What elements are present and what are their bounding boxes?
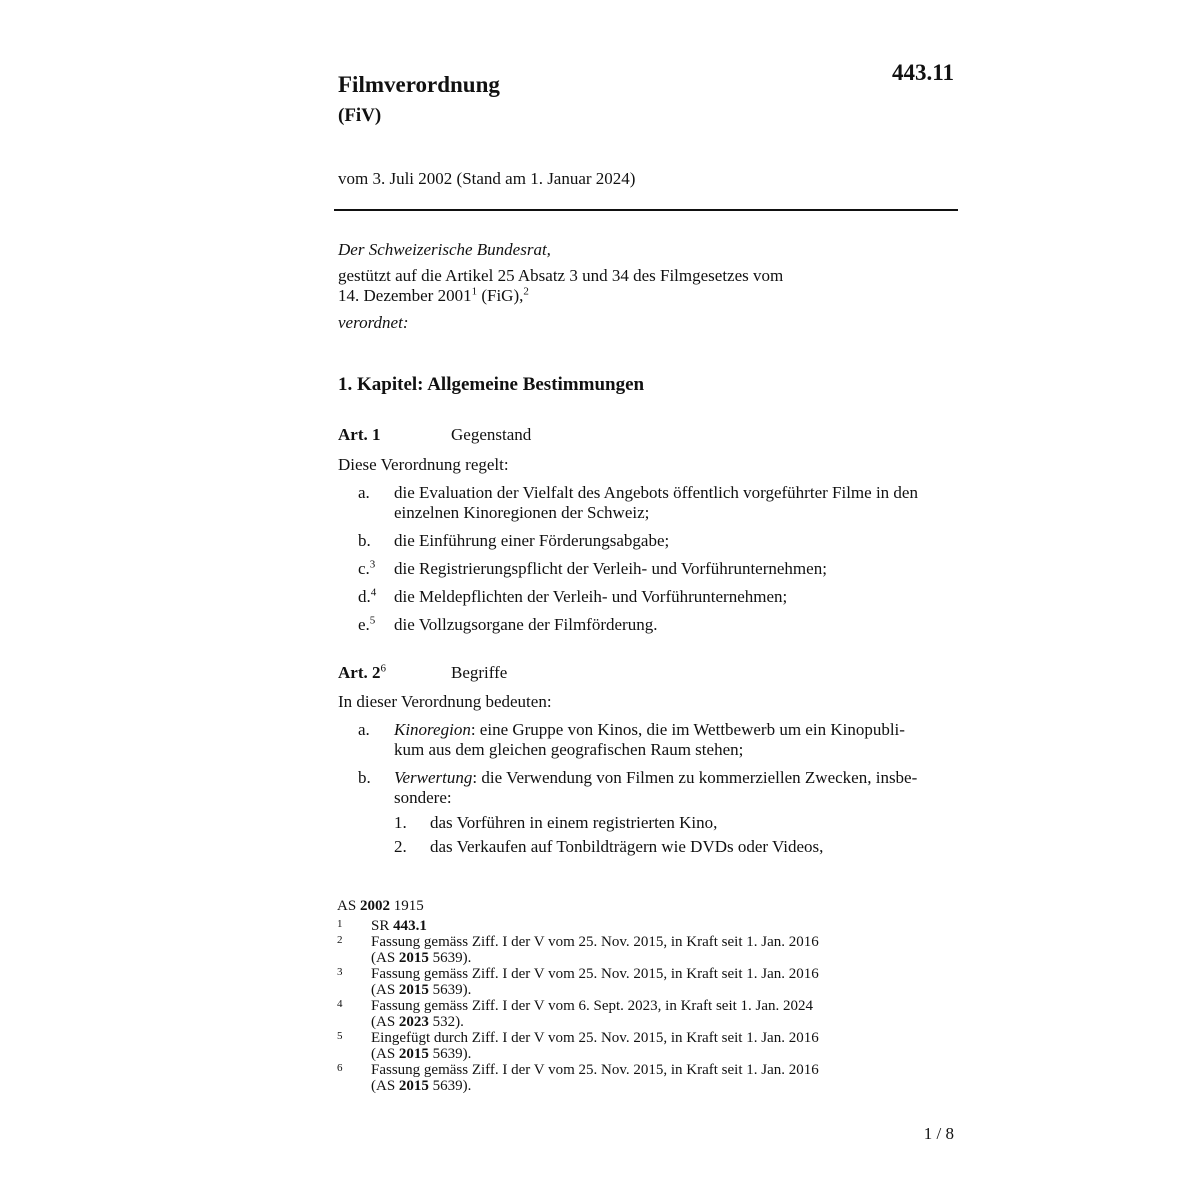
footnote (371, 918, 931, 934)
page-title: Filmverordnung (338, 72, 500, 97)
list-item-label (358, 559, 375, 579)
preamble-basis-line2 (338, 286, 529, 306)
list-item (394, 720, 956, 760)
as-page: 1915 (389, 898, 424, 914)
list-item-letter: c. (358, 559, 370, 578)
list-item: die Meldepflichten der Verleih- und Vorführunternehmen; (394, 587, 788, 606)
as-reference (337, 898, 424, 915)
list-item-line (394, 720, 956, 740)
list-item-label: b. (358, 768, 371, 787)
footnote-line: Fassung gemäss Ziff. I der V vom 6. Sept. 2023, in Kraft seit 1. Jan. 2024 (371, 998, 814, 1014)
list-item-label: b. (358, 531, 371, 550)
list-item: die Einführung einer Förderungsabgabe; (394, 531, 670, 550)
list-item-line (394, 768, 956, 788)
list-item (394, 483, 956, 523)
article-intro: In dieser Verordnung bedeuten: (338, 692, 552, 711)
footnote-text: SR (371, 918, 394, 934)
footnote-number: 2 (337, 934, 343, 946)
list-item-letter: e. (358, 615, 370, 634)
footnote-text: 5639). (428, 1078, 472, 1094)
footnote-text: 532). (428, 1014, 464, 1030)
footnote-number: 4 (337, 998, 343, 1010)
list-item-line: einzelnen Kinoregionen der Schweiz; (394, 503, 650, 522)
footnote-line: Fassung gemäss Ziff. I der V vom 25. Nov. 2015, in Kraft seit 1. Jan. 2016 (371, 966, 819, 982)
footnote-text: 5639). (428, 982, 472, 998)
footnote-line (371, 1046, 931, 1062)
footnote-number: 6 (337, 1062, 343, 1074)
list-item (394, 768, 956, 808)
footnote-number: 1 (337, 918, 343, 930)
footnote-ref-6[interactable]: 6 (380, 662, 386, 675)
footnote-line: Eingefügt durch Ziff. I der V vom 25. Nov. 2015, in Kraft seit 1. Jan. 2016 (371, 1030, 819, 1046)
defined-term: Verwertung (394, 768, 473, 787)
list-item-label: a. (358, 720, 370, 739)
article-number (338, 663, 386, 683)
footnote-bold: 443.1 (393, 918, 427, 934)
page-number: 1 / 8 (923, 1124, 954, 1143)
list-item: die Vollzugsorgane der Filmförderung. (394, 615, 658, 634)
article-intro: Diese Verordnung regelt: (338, 455, 509, 474)
list-item-label: a. (358, 483, 370, 502)
definition-text: : eine Gruppe von Kinos, die im Wettbewerb um ein Kinopubli- (470, 720, 905, 739)
footnote-ref-5[interactable]: 5 (369, 614, 376, 627)
footnote-text: (AS (371, 950, 399, 966)
preamble-basis-text: 14. Dezember 2001 (338, 286, 472, 305)
sub-item: das Vorführen in einem registrierten Kino, (430, 813, 718, 832)
article-number-text: Art. 2 (338, 663, 381, 682)
preamble-basis-abbr: (FiG), (477, 286, 524, 305)
footnote-ref-2[interactable]: 2 (523, 285, 529, 298)
sub-item: das Verkaufen auf Tonbildträgern wie DVDs oder Videos, (430, 837, 824, 856)
footnote-ref-3[interactable]: 3 (369, 558, 376, 571)
footnote (371, 1030, 931, 1062)
footnote-line (371, 1014, 931, 1030)
footnote-ref-1[interactable]: 1 (471, 285, 478, 298)
sr-number: 443.11 (892, 60, 954, 85)
footnote-bold: 2015 (398, 982, 429, 998)
footnote (371, 966, 931, 998)
footnote-text: (AS (371, 1014, 399, 1030)
chapter-heading: 1. Kapitel: Allgemeine Bestimmungen (338, 374, 645, 395)
article-title: Gegenstand (451, 425, 532, 444)
list-item-line: die Evaluation der Vielfalt des Angebots öffentlich vorgeführter Filme in den (394, 483, 918, 502)
list-item-label (358, 587, 376, 607)
list-item-label (358, 615, 375, 635)
date-line: vom 3. Juli 2002 (Stand am 1. Januar 2024) (338, 169, 636, 188)
footnote-line: Fassung gemäss Ziff. I der V vom 25. Nov. 2015, in Kraft seit 1. Jan. 2016 (371, 934, 819, 950)
footnote-text: (AS (371, 1078, 399, 1094)
header-rule (334, 209, 958, 211)
preamble-basis-line1: gestützt auf die Artikel 25 Absatz 3 und 34 des Filmgesetzes vom (338, 266, 784, 285)
title-abbreviation: (FiV) (338, 105, 382, 126)
preamble-authority: Der Schweizerische Bundesrat, (338, 240, 551, 259)
footnote-bold: 2015 (398, 950, 429, 966)
list-item-line: kum aus dem gleichen geografischen Raum stehen; (394, 740, 744, 759)
footnote-text: 5639). (428, 950, 472, 966)
footnote-bold: 2015 (398, 1078, 429, 1094)
footnote-number: 5 (337, 1030, 343, 1042)
sub-item-label: 1. (394, 813, 407, 832)
footnote-ref-4[interactable]: 4 (370, 586, 377, 599)
sub-item-label: 2. (394, 837, 407, 856)
footnote-text: (AS (371, 1046, 399, 1062)
list-item-letter: d. (358, 587, 371, 606)
definition-text: : die Verwendung von Filmen zu kommerziellen Zwecken, insbe- (472, 768, 918, 787)
footnote-line (371, 918, 931, 934)
footnote (371, 998, 931, 1030)
footnote-line (371, 982, 931, 998)
footnote-text: 5639). (428, 1046, 472, 1062)
as-prefix: AS (337, 898, 360, 914)
footnote-number: 3 (337, 966, 343, 978)
list-item-line: sondere: (394, 788, 452, 807)
article-title: Begriffe (451, 663, 508, 682)
footnote (371, 1062, 931, 1094)
footnote (371, 934, 931, 966)
article-number: Art. 1 (338, 425, 381, 444)
defined-term: Kinoregion (394, 720, 471, 739)
list-item: die Registrierungspflicht der Verleih- und Vorführunternehmen; (394, 559, 827, 578)
preamble-decrees: verordnet: (338, 313, 409, 332)
footnote-line (371, 1078, 931, 1094)
footnote-line: Fassung gemäss Ziff. I der V vom 25. Nov. 2015, in Kraft seit 1. Jan. 2016 (371, 1062, 819, 1078)
footnote-text: (AS (371, 982, 399, 998)
as-year: 2002 (359, 898, 390, 914)
footnote-bold: 2023 (398, 1014, 429, 1030)
footnote-line (371, 950, 931, 966)
footnote-bold: 2015 (398, 1046, 429, 1062)
